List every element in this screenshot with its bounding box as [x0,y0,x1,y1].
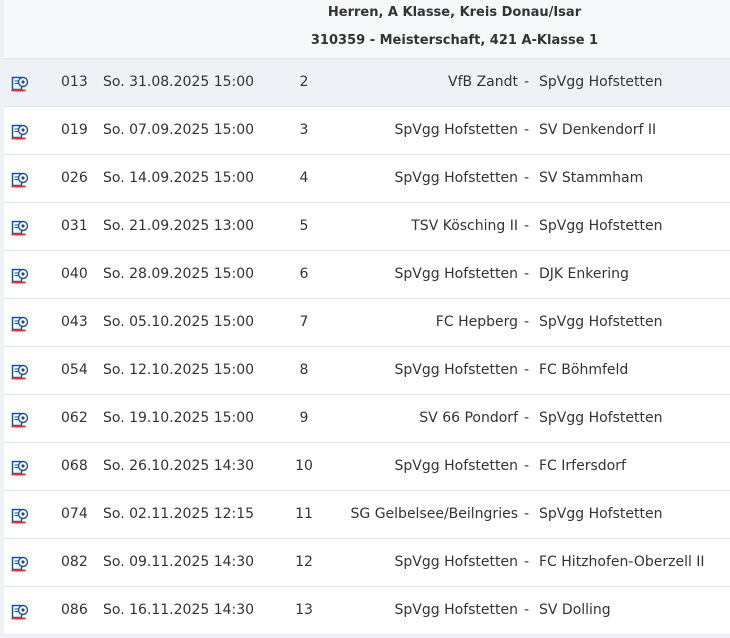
match-report-icon[interactable] [11,314,29,332]
separator: - [524,458,530,474]
separator: - [524,218,530,234]
home-team: SpVgg Hofstetten [394,170,518,186]
separator: - [524,506,530,522]
home-team: SpVgg Hofstetten [394,602,518,618]
home-team: SpVgg Hofstetten [394,266,518,282]
match-report-icon[interactable] [11,266,29,284]
matchday: 2 [299,74,309,90]
matchday: 13 [295,602,313,618]
match-date: So. 21.09.2025 13:00 [103,218,255,234]
match-date: So. 05.10.2025 15:00 [103,314,255,330]
separator: - [524,122,530,138]
match-date: So. 07.09.2025 15:00 [103,122,255,138]
match-number: 062 [61,410,88,426]
away-team: DJK Enkering [539,266,629,282]
match-number: 019 [61,122,88,138]
matchday: 11 [295,506,313,522]
away-team: SpVgg Hofstetten [539,410,663,426]
separator: - [524,602,530,618]
match-number: 086 [61,602,88,618]
match-row [4,299,730,347]
match-report-icon[interactable] [11,506,29,524]
competition-subtitle: 310359 - Meisterschaft, 421 A-Klasse 1 [310,33,599,48]
match-number: 082 [61,554,88,570]
match-number: 074 [61,506,88,522]
home-team: SpVgg Hofstetten [394,458,518,474]
home-team: VfB Zandt [448,74,518,90]
match-report-icon[interactable] [11,122,29,140]
match-report-icon[interactable] [11,602,29,620]
match-report-icon[interactable] [11,410,29,428]
matchday: 8 [299,362,309,378]
match-row [4,443,730,491]
match-date: So. 16.11.2025 14:30 [103,602,255,618]
away-team: SV Denkendorf II [539,122,657,138]
separator: - [524,266,530,282]
matchday: 3 [299,122,309,138]
match-date: So. 02.11.2025 12:15 [103,506,255,522]
away-team: SpVgg Hofstetten [539,218,663,234]
home-team: SpVgg Hofstetten [394,362,518,378]
match-date: So. 09.11.2025 14:30 [103,554,255,570]
match-row [4,491,730,539]
match-report-icon[interactable] [11,218,29,236]
away-team: FC Irfersdorf [539,458,626,474]
separator: - [524,170,530,186]
away-team: SV Stammham [539,170,644,186]
home-team: SG Gelbelsee/Beilngries [350,506,518,522]
match-row [4,587,730,635]
match-number: 040 [61,266,88,282]
separator: - [524,410,530,426]
match-number: 026 [61,170,88,186]
match-date: So. 26.10.2025 14:30 [103,458,255,474]
bottom-bar [4,634,730,638]
competition-title: Herren, A Klasse, Kreis Donau/Isar [327,5,582,20]
match-report-icon[interactable] [11,458,29,476]
match-date: So. 14.09.2025 15:00 [103,170,255,186]
match-row [4,203,730,251]
match-report-icon[interactable] [11,554,29,572]
match-report-icon[interactable] [11,362,29,380]
match-date: So. 19.10.2025 15:00 [103,410,255,426]
match-report-icon[interactable] [11,74,29,92]
home-team: TSV Kösching II [411,218,518,234]
away-team: SpVgg Hofstetten [539,506,663,522]
home-team: SV 66 Pondorf [419,410,518,426]
match-date: So. 12.10.2025 15:00 [103,362,255,378]
home-team: SpVgg Hofstetten [394,554,518,570]
away-team: FC Hitzhofen-Oberzell II [539,554,705,570]
matchday: 5 [299,218,309,234]
match-number: 054 [61,362,88,378]
matchday: 7 [299,314,309,330]
home-team: SpVgg Hofstetten [394,122,518,138]
home-team: FC Hepberg [435,314,518,330]
match-number: 031 [61,218,88,234]
match-date: So. 28.09.2025 15:00 [103,266,255,282]
away-team: SpVgg Hofstetten [539,74,663,90]
match-row [4,347,730,395]
match-number: 013 [61,74,88,90]
away-team: SpVgg Hofstetten [539,314,663,330]
match-row [4,251,730,299]
match-row [4,107,730,155]
match-date: So. 31.08.2025 15:00 [103,74,255,90]
away-team: SV Dolling [539,602,611,618]
separator: - [524,314,530,330]
matchday: 10 [295,458,313,474]
match-row [4,59,730,107]
match-row [4,155,730,203]
separator: - [524,362,530,378]
match-row [4,539,730,587]
table-header [4,0,730,59]
matchday: 6 [299,266,309,282]
separator: - [524,554,530,570]
away-team: FC Böhmfeld [539,362,629,378]
match-report-icon[interactable] [11,170,29,188]
matchday: 12 [295,554,313,570]
match-number: 043 [61,314,88,330]
match-row [4,395,730,443]
separator: - [524,74,530,90]
matchday: 4 [299,170,309,186]
match-number: 068 [61,458,88,474]
matchday: 9 [299,410,309,426]
